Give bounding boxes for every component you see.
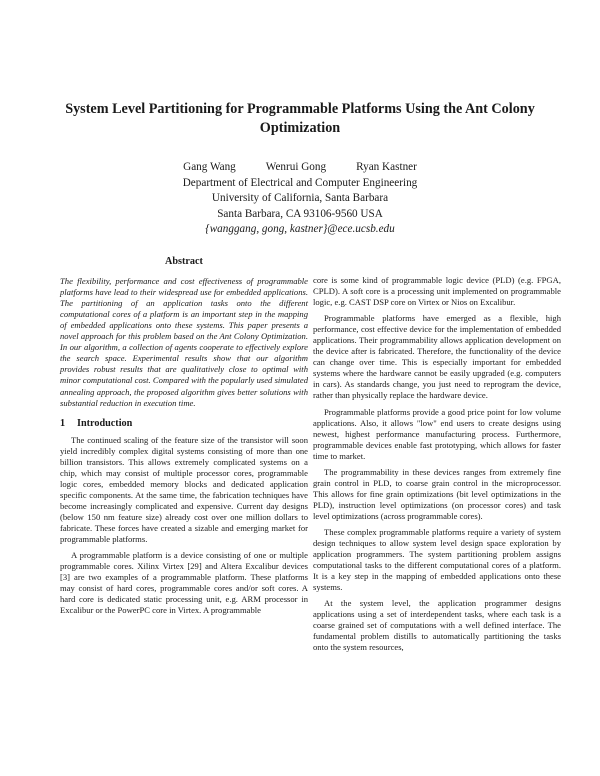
paper-title: System Level Partitioning for Programmable Platforms Using the Ant Colony Optimization — [65, 101, 535, 136]
abstract-text: The flexibility, performance and cost effectiveness of programmable platforms have lead to their widespread use for embedded applications. The partitioning of an application tasks onto the different computational cores of a platform is an important step in the mapping of embedded applications onto these systems. This paper presents a novel approach for this problem based on the Ant Colony Optimization. In our algorithm, a collection of agents cooperate to effectively explore the search space. Experimental results show that our algorithm provides robust results that are qualitatively close to optimal with minor computational cost. Compared with the popularly used simulated annealing approach, the proposed algorithm gives better solutions with substantial reduction in execution time. — [60, 276, 308, 408]
address: Santa Barbara, CA 93106-9560 USA — [217, 207, 383, 220]
university: University of California, Santa Barbara — [211, 192, 389, 205]
author-name: Wenrui Gong — [265, 161, 327, 173]
paragraph: At the system level, the application programmer designs applications using a set of interdependent tasks, where each task is a coarse grained set of computations with a well defined interface. The fundamental problem distills to automatically partitioning the tasks onto the system resources, — [313, 598, 561, 653]
left-column — [60, 256, 308, 621]
section-number: 1 — [60, 417, 66, 429]
right-column — [313, 275, 561, 659]
paragraph: Programmable platforms provide a good price point for low volume applications. Also, it allows "low" end users to create designs using newest, highest performance manufacturing process. Furthermore, programmable devices enable fast prototyping, which allows for faster time to market. — [313, 406, 561, 461]
paragraph: Programmable platforms have emerged as a flexible, high performance, cost effective device for the implementation of embedded applications. Their programmability allows application development on the device after is fabricated. Therefore, the functionality of the device can change over time. This is especially important for embedded systems where the hardware cannot be easily upgraded (e.g. computers in cars). As standards change, you just need to reprogram the device, rather than physically replace the hardware device. — [313, 313, 561, 401]
author-block — [40, 160, 560, 238]
author-name: Ryan Kastner — [356, 161, 417, 173]
author-names — [40, 160, 560, 176]
section-title: Introduction — [77, 417, 133, 429]
paragraph: core is some kind of programmable logic device (PLD) (e.g. FPGA, CPLD). A soft core is a processing unit implemented on programmable logic, e.g. CAST DSP core on Virtex or Nios on Excalibur. — [313, 275, 561, 308]
department: Department of Electrical and Computer Engineering — [182, 176, 418, 189]
paragraph: A programmable platform is a device consisting of one or multiple programmable cores. Xilinx Virtex [29] and Altera Excalibur devices [3] are two examples of a programmable platform. These platforms may consist of hard cores, programmable cores and/or soft cores. A hard core is dedicated static processing unit, e.g. ARM processor in Excalibur or the PowerPC core in Virtex. A programmable — [60, 550, 308, 616]
section-heading-introduction — [60, 418, 308, 429]
author-name: Gang Wang — [183, 161, 236, 173]
abstract-heading: Abstract — [165, 256, 203, 267]
email: {wanggang, gong, kastner}@ece.ucsb.edu — [205, 223, 395, 236]
paragraph: The continued scaling of the feature size of the transistor will soon yield incredibly complex digital systems consisting of more than one billion transistors. This allows extremely complicated systems on a chip, which may consist of multiple processor cores, programmable logic cores, embedded memory blocks and dedicated application specific components. At the same time, the fabrication techniques have become increasingly complicated and expensive. Current day designs (below 150 nm feature size) already cost over one million dollars to fabricate. These forces have created a sizable and emerging market for programmable platforms. — [60, 434, 308, 545]
paragraph: The programmability in these devices ranges from extremely fine grain control in PLD, to coarse grain control in the microprocessor. This allows for fine grain optimizations (bit level optimizations in the PLD), instruction level optimizations (on processor cores) and task level optimizations (across programmable cores). — [313, 466, 561, 521]
paragraph: These complex programmable platforms require a variety of system design techniques to allow system level design space exploration by application programmers. The system partitioning problem assigns computational tasks to the different computational cores of a platform. It is a key step in the mapping of embedded applications onto these systems. — [313, 526, 561, 593]
